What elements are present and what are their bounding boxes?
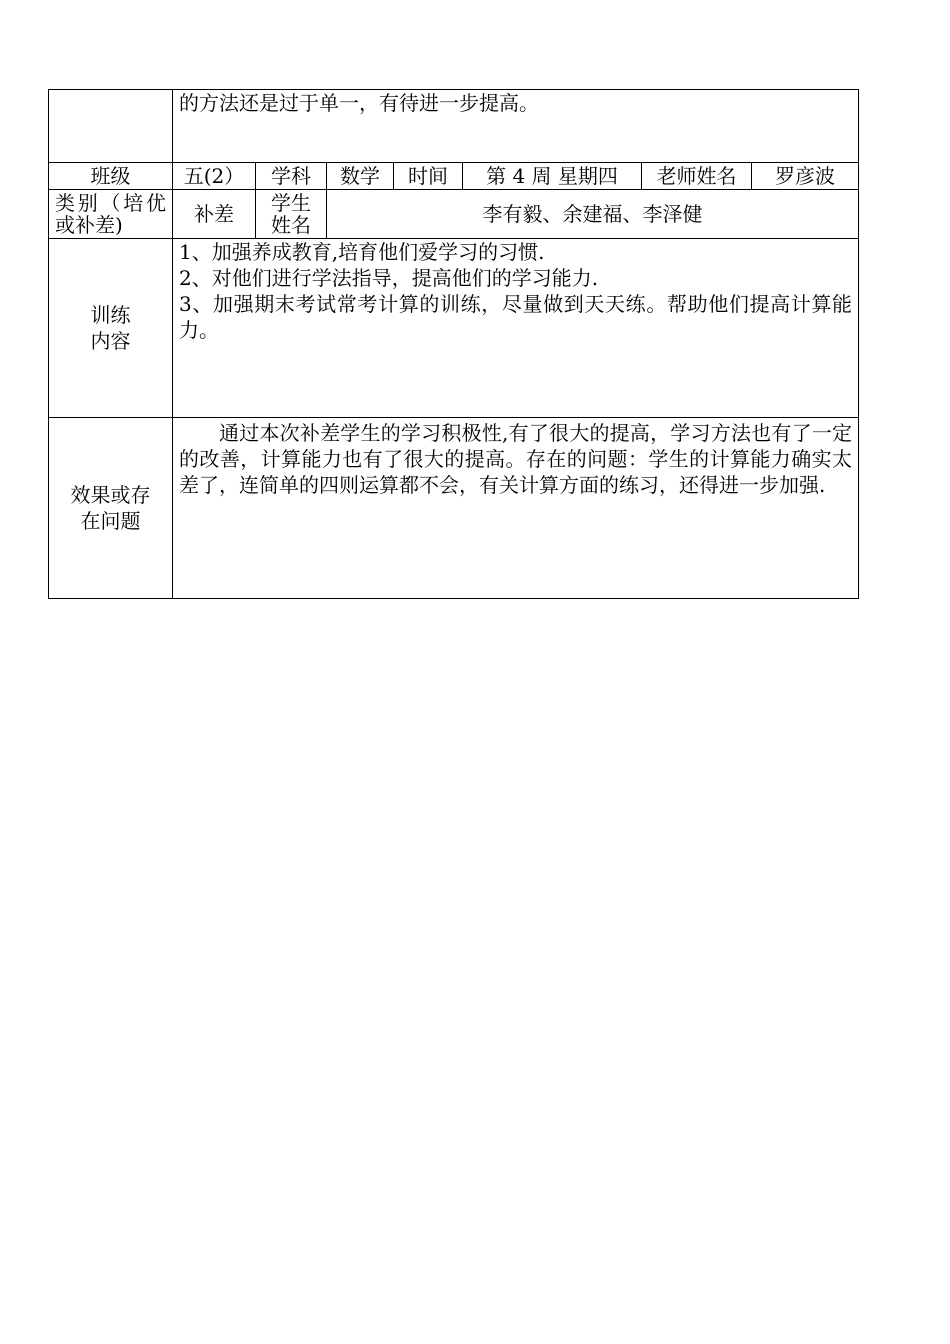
continuation-label-cell	[49, 90, 173, 163]
effect-label-line1: 效果或存	[70, 483, 151, 507]
category-label: 类别（培优或补差)	[49, 190, 173, 239]
teacher-label: 老师姓名	[642, 163, 752, 190]
effect-label	[49, 418, 173, 599]
training-record-table	[48, 89, 859, 599]
class-value: 五(2）	[173, 163, 256, 190]
continuation-text: 的方法还是过于单一，有待进一步提高。	[173, 90, 859, 163]
student-name-label: 学生姓名	[256, 190, 327, 239]
training-item-3: 3、加强期末考试常考计算的训练，尽量做到天天练。帮助他们提高计算能力。	[179, 292, 853, 342]
student-names: 李有毅、余建福、李泽健	[327, 190, 859, 239]
time-value: 第 4 周 星期四	[463, 163, 642, 190]
training-item-1: 1、加强养成教育,培育他们爱学习的习惯.	[179, 240, 545, 264]
subject-value: 数学	[327, 163, 394, 190]
category-row	[49, 190, 859, 239]
class-label: 班级	[49, 163, 173, 190]
training-label	[49, 239, 173, 418]
continuation-row	[49, 90, 859, 163]
category-value: 补差	[173, 190, 256, 239]
training-row	[49, 239, 859, 418]
training-content	[173, 239, 859, 418]
effect-text: 通过本次补差学生的学习积极性,有了很大的提高，学习方法也有了一定的改善，计算能力也有了很大的提高。存在的问题：学生的计算能力确实太差了，连简单的四则运算都不会，有关计算方面的练习，还得进一步加强.	[173, 418, 859, 599]
teacher-value: 罗彦波	[752, 163, 859, 190]
training-item-2: 2、对他们进行学法指导，提高他们的学习能力.	[179, 266, 599, 290]
subject-label: 学科	[256, 163, 327, 190]
effect-label-line2: 在问题	[80, 509, 141, 533]
time-label: 时间	[394, 163, 463, 190]
effect-row	[49, 418, 859, 599]
info-row	[49, 163, 859, 190]
training-label-line1: 训练	[90, 303, 131, 327]
training-label-line2: 内容	[90, 329, 131, 353]
